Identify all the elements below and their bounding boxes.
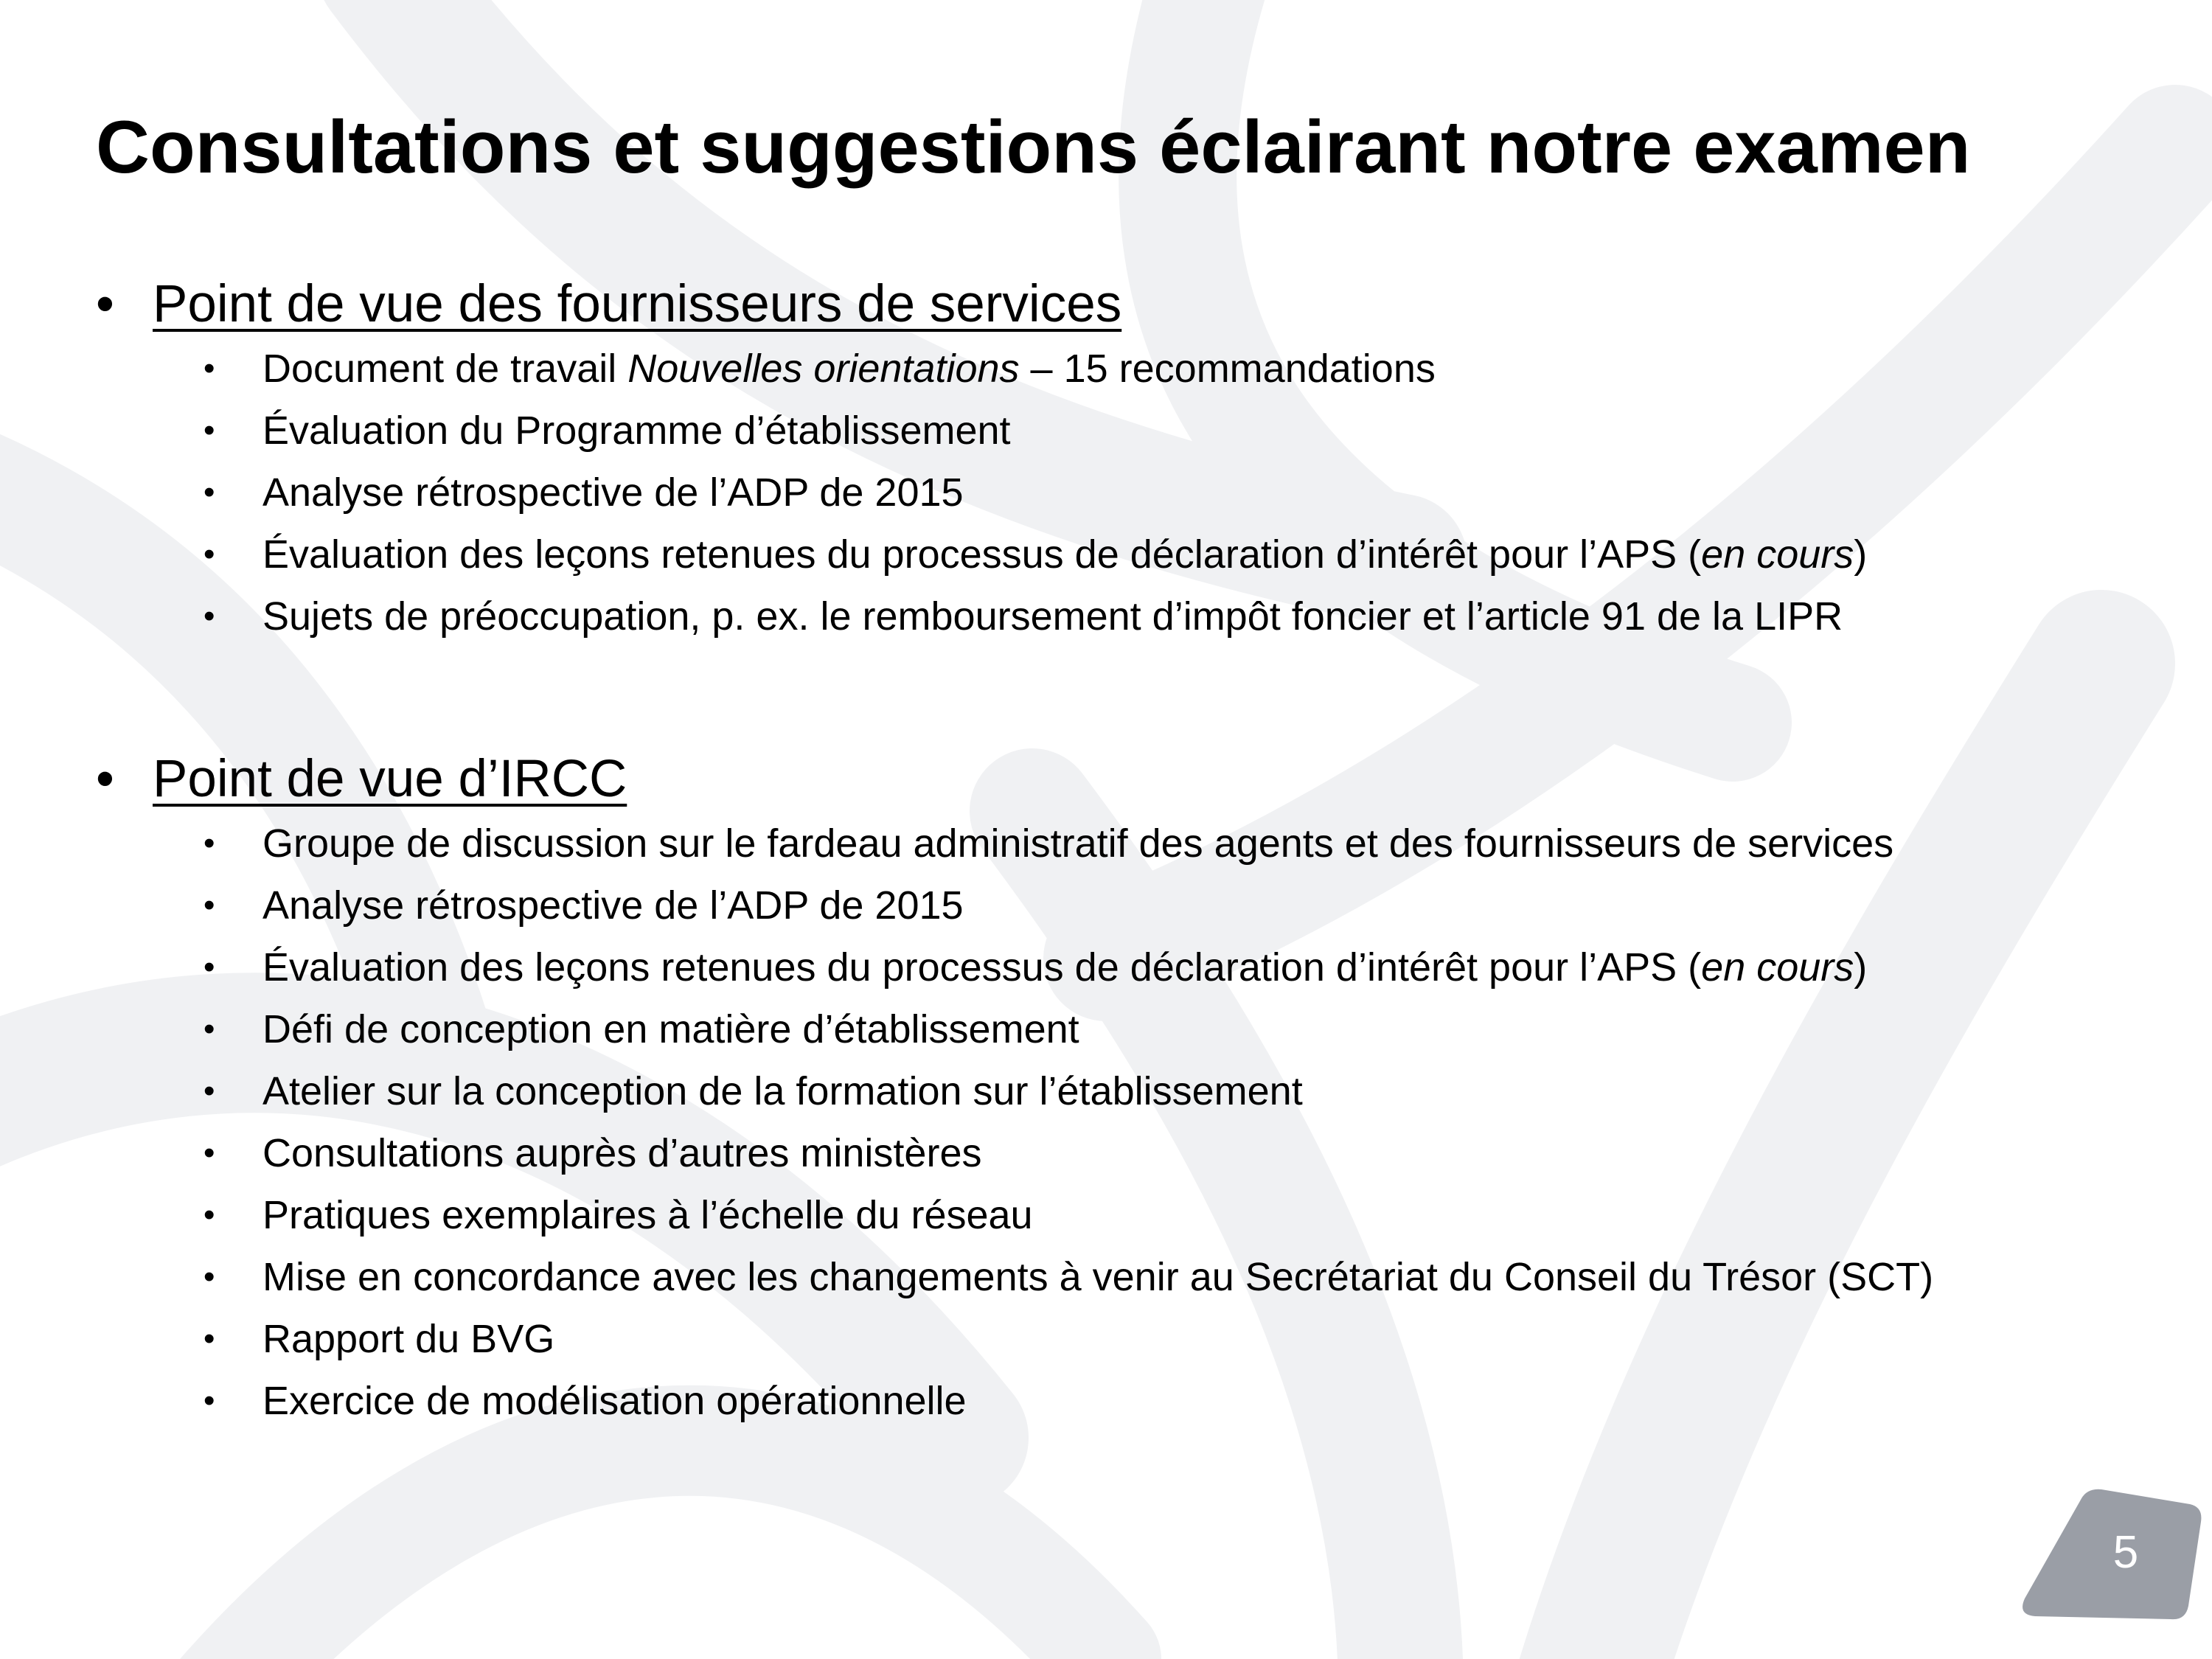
bullet-icon: •: [96, 275, 114, 333]
bullet-icon: •: [204, 598, 215, 634]
bullet-icon: •: [204, 1259, 215, 1295]
bullet-icon: •: [204, 825, 215, 861]
bullet-icon: •: [204, 949, 215, 985]
list-item: [0, 585, 1867, 647]
bullet-icon: •: [204, 1073, 215, 1109]
list-item: [0, 338, 1867, 400]
section-service-providers: [0, 271, 1867, 647]
list-item-text: Atelier sur la conception de la formation sur l’établissement: [262, 1069, 1303, 1113]
section-heading-text: Point de vue d’IRCC: [153, 750, 627, 808]
list-item: [0, 1060, 1933, 1122]
list-item-text: Document de travail: [262, 347, 628, 391]
bullet-icon: •: [204, 1197, 215, 1233]
list-item-text: Évaluation des leçons retenues du processus de déclaration d’intérêt pour l’APS (: [262, 945, 1702, 990]
list-item: [0, 400, 1867, 462]
list-item-text: Sujets de préoccupation, p. ex. le remboursement d’impôt foncier et l’article 91 de la LIPR: [262, 594, 1843, 639]
bullet-icon: •: [204, 1135, 215, 1171]
bullet-icon: •: [204, 1011, 215, 1047]
list-item-text: ): [1854, 532, 1868, 577]
section-ircc: [0, 746, 1933, 1432]
list-item-text: Analyse rétrospective de l’ADP de 2015: [262, 470, 964, 515]
list-item-text: Consultations auprès d’autres ministères: [262, 1131, 982, 1175]
slide-title: Consultations et suggestions éclairant notre examen: [96, 106, 1971, 189]
list-item: [0, 936, 1933, 998]
list-item-text: Analyse rétrospective de l’ADP de 2015: [262, 883, 964, 928]
list-item-text: Défi de conception en matière d’établissement: [262, 1007, 1079, 1051]
list-item-text: Évaluation des leçons retenues du processus de déclaration d’intérêt pour l’APS (: [262, 532, 1702, 577]
list-item-text: Rapport du BVG: [262, 1317, 555, 1361]
list-item-text-italic: Nouvelles orientations: [627, 347, 1020, 391]
list-item: [0, 874, 1933, 936]
list-item: [0, 998, 1933, 1060]
bullet-icon: •: [204, 1321, 215, 1357]
list-item: [0, 1246, 1933, 1308]
list-item-text: ): [1854, 945, 1868, 990]
bullet-icon: •: [204, 474, 215, 510]
list-item: [0, 1370, 1933, 1432]
list-item-text: Pratiques exemplaires à l’échelle du réseau: [262, 1193, 1033, 1237]
list-item-text: Mise en concordance avec les changements à venir au Secrétariat du Conseil du Trésor (SCT): [262, 1255, 1934, 1299]
list-item: [0, 813, 1933, 874]
bullet-icon: •: [204, 350, 215, 386]
sub-item-list: [0, 338, 1867, 647]
bullet-icon: •: [204, 536, 215, 572]
list-item: [0, 1122, 1933, 1184]
section-heading: [0, 271, 1867, 338]
bullet-icon: •: [204, 887, 215, 923]
section-heading: [0, 746, 1933, 813]
list-item-text-italic: en cours: [1701, 945, 1854, 990]
list-item-text: – 15 recommandations: [1019, 347, 1436, 391]
bullet-icon: •: [204, 412, 215, 448]
bullet-icon: •: [96, 750, 114, 808]
list-item: [0, 524, 1867, 585]
page-number: 5: [2112, 1527, 2139, 1578]
list-item-text: Évaluation du Programme d’établissement: [262, 408, 1011, 453]
list-item: [0, 1184, 1933, 1246]
list-item-text: Groupe de discussion sur le fardeau administratif des agents et des fournisseurs de services: [262, 821, 1894, 866]
list-item: [0, 462, 1867, 524]
sub-item-list: [0, 813, 1933, 1432]
list-item: [0, 1308, 1933, 1370]
list-item-text-italic: en cours: [1701, 532, 1854, 577]
bullet-icon: •: [204, 1382, 215, 1419]
list-item-text: Exercice de modélisation opérationnelle: [262, 1379, 967, 1423]
section-heading-text: Point de vue des fournisseurs de services: [153, 275, 1122, 333]
